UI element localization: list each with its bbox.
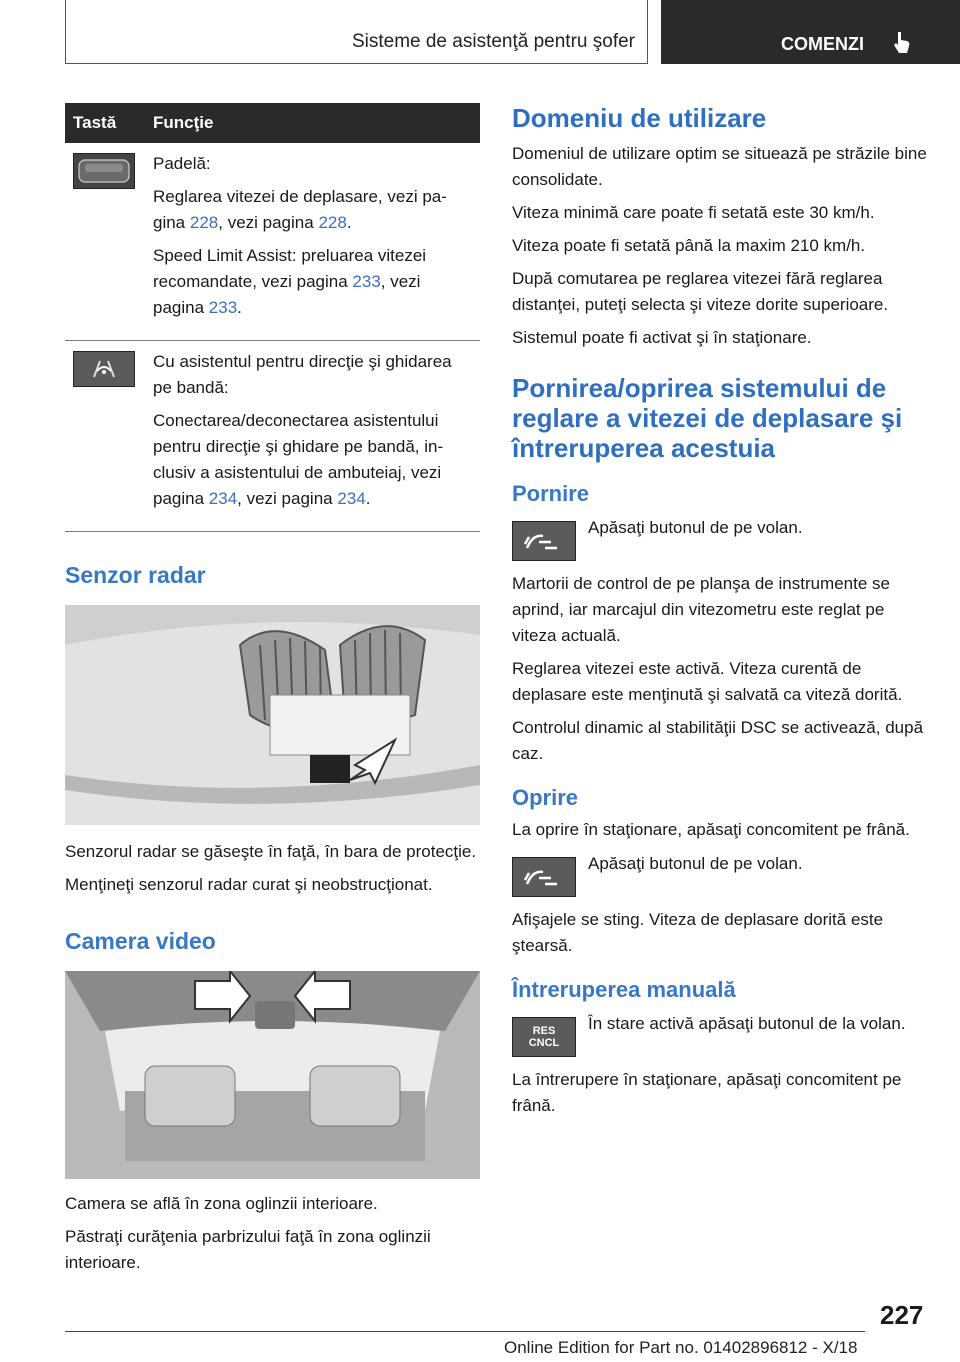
footer-edition: Online Edition for Part no. 01402896812 - X/18 [504,1338,858,1357]
page-link[interactable]: 234 [208,489,238,508]
radar-sensor-image [65,605,480,825]
camera-p1: Camera se află în zona oglinzii interioare. [65,1194,378,1213]
radar-p1: Senzorul radar se găseşte în faţă, în bara de protecţie. [65,842,477,861]
onoff-heading: Pornirea/oprirea sistemului de reglare a vitezei de deplasare şi întreruperea acestuia [512,373,903,463]
radar-p2: Menţineţi senzorul radar curat şi neobstrucţionat. [65,875,433,894]
camera-p2: Păstraţi curăţenia parbrizului faţă în zona oglinzii interioare. [65,1227,431,1272]
page-link[interactable]: 233 [352,272,381,291]
right-column [512,103,927,1126]
header-section-title: Sisteme de asistenţă pentru şofer [65,0,648,64]
start-p3: Controlul dinamic al stabilităţii DSC se activează, după caz. [512,718,924,763]
radar-heading: Senzor radar [65,562,206,588]
lane-steering-assist-icon [73,351,135,387]
res-label: RES [532,1025,556,1037]
key-function-table [65,103,480,532]
start-heading: Pornire [512,481,590,506]
start-button-row [512,515,927,561]
stop-button-row [512,851,927,897]
pause-p1: La întrerupere în staţionare, apăsaţi concomitent pe frână. [512,1070,902,1115]
row1-p2: Reglarea vitezei de deplasare, vezi pagina 228, vezi pagina 228. [153,187,447,232]
pause-button-text: În stare activă apăsaţi butonul de la volan. [588,1014,906,1033]
cruise-control-button-icon [512,521,576,561]
usage-p1: Domeniul de utilizare optim se situează pe străzile bine consolidate. [512,144,927,189]
stop-button-text: Apăsaţi butonul de pe volan. [588,854,803,873]
cncl-label: CNCL [528,1037,560,1049]
start-button-text: Apăsaţi butonul de pe volan. [588,518,803,537]
usage-p3: Viteza poate fi setată până la maxim 210 km/h. [512,236,866,255]
row1-p3: Speed Limit Assist: preluarea vitezei recomandate, vezi pagina 233, vezi pagina 233. [153,246,427,317]
table-header-key: Tastă [65,103,145,143]
function-cell [145,341,480,532]
key-cell [65,341,145,532]
stop-p1: La oprire în staţionare, apăsaţi concomitent pe frână. [512,820,910,839]
page-number: 227 [880,1300,924,1330]
footer-divider [65,1331,865,1332]
start-p2: Reglarea vitezei este activă. Viteza curentă de deplasare este menţinută şi salvată ca viteză dorită. [512,659,903,704]
table-row [65,143,480,341]
paddle-icon [73,153,135,189]
pause-button-row [512,1011,927,1057]
row2-p1: Cu asistentul pentru direcţie şi ghidarea pe bandă: [153,352,452,397]
pause-heading: Întreruperea manuală [512,977,736,1002]
left-column [65,103,480,1283]
page-link[interactable]: 234 [337,489,366,508]
pointing-hand-icon [891,30,913,59]
usage-heading: Domeniu de utilizare [512,103,767,133]
page-link[interactable]: 228 [318,213,347,232]
page-link[interactable]: 233 [208,298,238,317]
stop-heading: Oprire [512,785,579,810]
key-cell [65,143,145,341]
usage-p5: Sistemul poate fi activat şi în staţionare. [512,328,812,347]
table-header-function: Funcţie [145,103,480,143]
header-chapter [661,0,960,64]
cruise-control-button-icon [512,857,576,897]
page-link[interactable]: 228 [189,213,219,232]
camera-heading: Camera video [65,928,216,954]
function-cell [145,143,480,341]
start-p1: Martorii de control de pe planşa de instrumente se aprind, iar marcajul din vitezometru este reglat pe viteza actuală. [512,574,890,645]
chapter-title: COMENZI [781,34,864,54]
stop-p2: Afişajele se sting. Viteza de deplasare dorită este ştearsă. [512,910,884,955]
usage-p4: După comutarea pe reglarea vitezei fără reglarea distanţei, puteţi selecta şi viteze dorite superioare. [512,269,889,314]
row2-p2: Conectarea/deconectarea asistentului pentru direcţie şi ghidare pe bandă, inclusiv a asistentului de ambuteiaj, vezi pagina 234, vezi pagina 234. [153,411,444,508]
usage-p2: Viteza minimă care poate fi setată este 30 km/h. [512,203,875,222]
res-cncl-button-icon [512,1017,576,1057]
camera-image [65,971,480,1179]
table-row [65,341,480,532]
row1-p1: Padelă: [153,154,211,173]
